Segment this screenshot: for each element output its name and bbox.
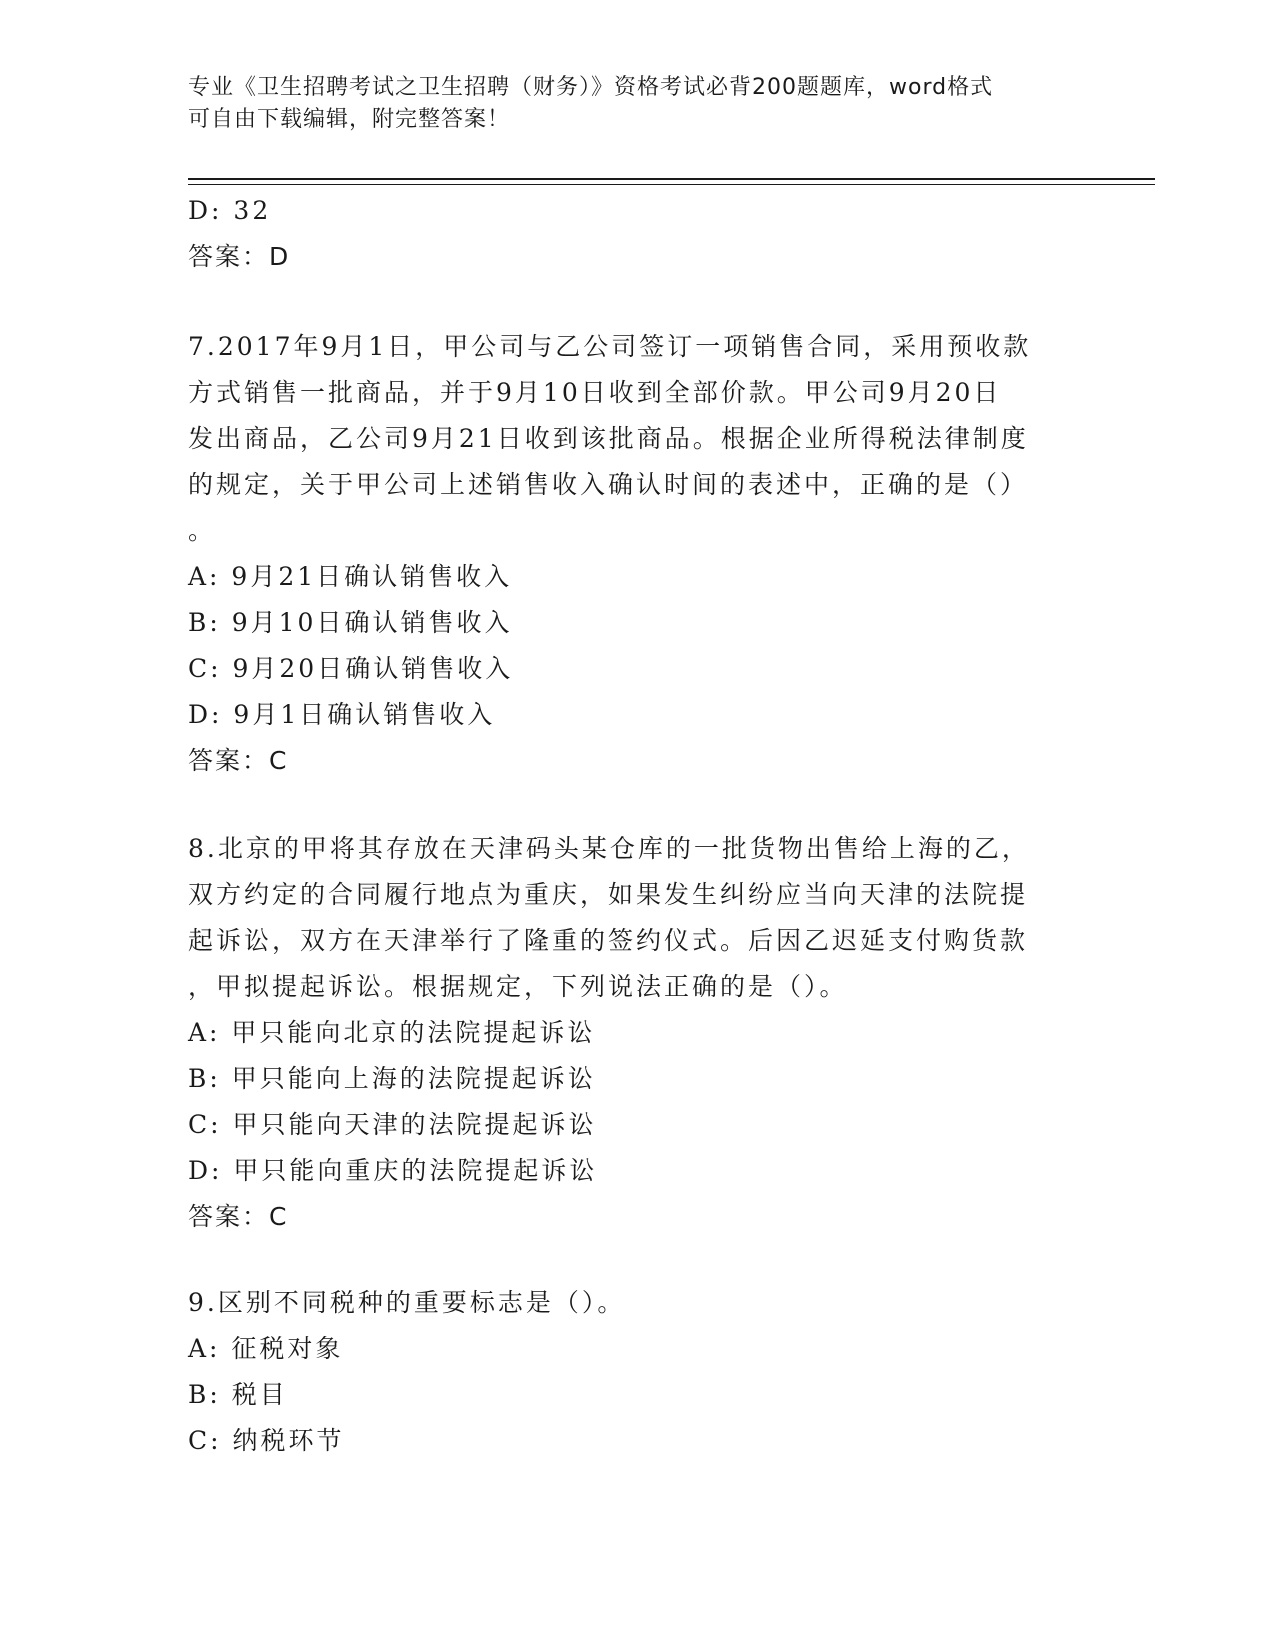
- question-stem-line: 8.北京的甲将其存放在天津码头某仓库的一批货物出售给上海的乙，: [188, 834, 1030, 863]
- question-7: [188, 324, 1088, 784]
- option-b: B: 9月10日确认销售收入: [188, 608, 513, 637]
- question-stem-line: ，甲拟提起诉讼。根据规定，下列说法正确的是（）。: [188, 972, 848, 1001]
- question-stem-line: 9.区别不同税种的重要标志是（）。: [188, 1288, 626, 1317]
- option-a: A: 征税对象: [188, 1334, 344, 1363]
- question-stem-line: 起诉讼，双方在天津举行了隆重的签约仪式。后因乙迟延支付购货款: [188, 926, 1029, 955]
- option-d: D: 甲只能向重庆的法院提起诉讼: [188, 1156, 598, 1185]
- question-stem-line: 双方约定的合同履行地点为重庆，如果发生纠纷应当向天津的法院提: [188, 880, 1029, 909]
- question-stem-line: 的规定，关于甲公司上述销售收入确认时间的表述中，正确的是（）: [188, 470, 1029, 499]
- answer-line: 答案：D: [188, 242, 291, 271]
- header-line: 可自由下载编辑，附完整答案！: [188, 107, 511, 132]
- page-header: [188, 72, 1068, 136]
- option-b: B: 税目: [188, 1380, 288, 1409]
- question-stem-line: 。: [188, 516, 217, 545]
- previous-question-tail: [188, 188, 1088, 280]
- option-b: B: 甲只能向上海的法院提起诉讼: [188, 1064, 596, 1093]
- option-a: A: 9月21日确认销售收入: [188, 562, 513, 591]
- question-9: [188, 1280, 1088, 1464]
- header-divider: [188, 178, 1155, 180]
- header-divider-thin: [188, 184, 1155, 185]
- question-stem-line: 7.2017年9月1日，甲公司与乙公司签订一项销售合同，采用预收款: [188, 332, 1032, 361]
- option-c: C: 9月20日确认销售收入: [188, 654, 514, 683]
- header-line: 专业《卫生招聘考试之卫生招聘（财务）》资格考试必背200题题库，word格式: [188, 75, 994, 100]
- answer-line: 答案：C: [188, 746, 289, 775]
- answer-line: 答案：C: [188, 1202, 289, 1231]
- question-stem-line: 发出商品，乙公司9月21日收到该批商品。根据企业所得税法律制度: [188, 424, 1029, 453]
- option-d: D: 32: [188, 196, 272, 225]
- option-c: C: 纳税环节: [188, 1426, 345, 1455]
- question-stem-line: 方式销售一批商品，并于9月10日收到全部价款。甲公司9月20日: [188, 378, 1002, 407]
- question-body: [188, 188, 1088, 1464]
- question-8: [188, 826, 1088, 1240]
- option-d: D: 9月1日确认销售收入: [188, 700, 496, 729]
- option-c: C: 甲只能向天津的法院提起诉讼: [188, 1110, 597, 1139]
- option-a: A: 甲只能向北京的法院提起诉讼: [188, 1018, 596, 1047]
